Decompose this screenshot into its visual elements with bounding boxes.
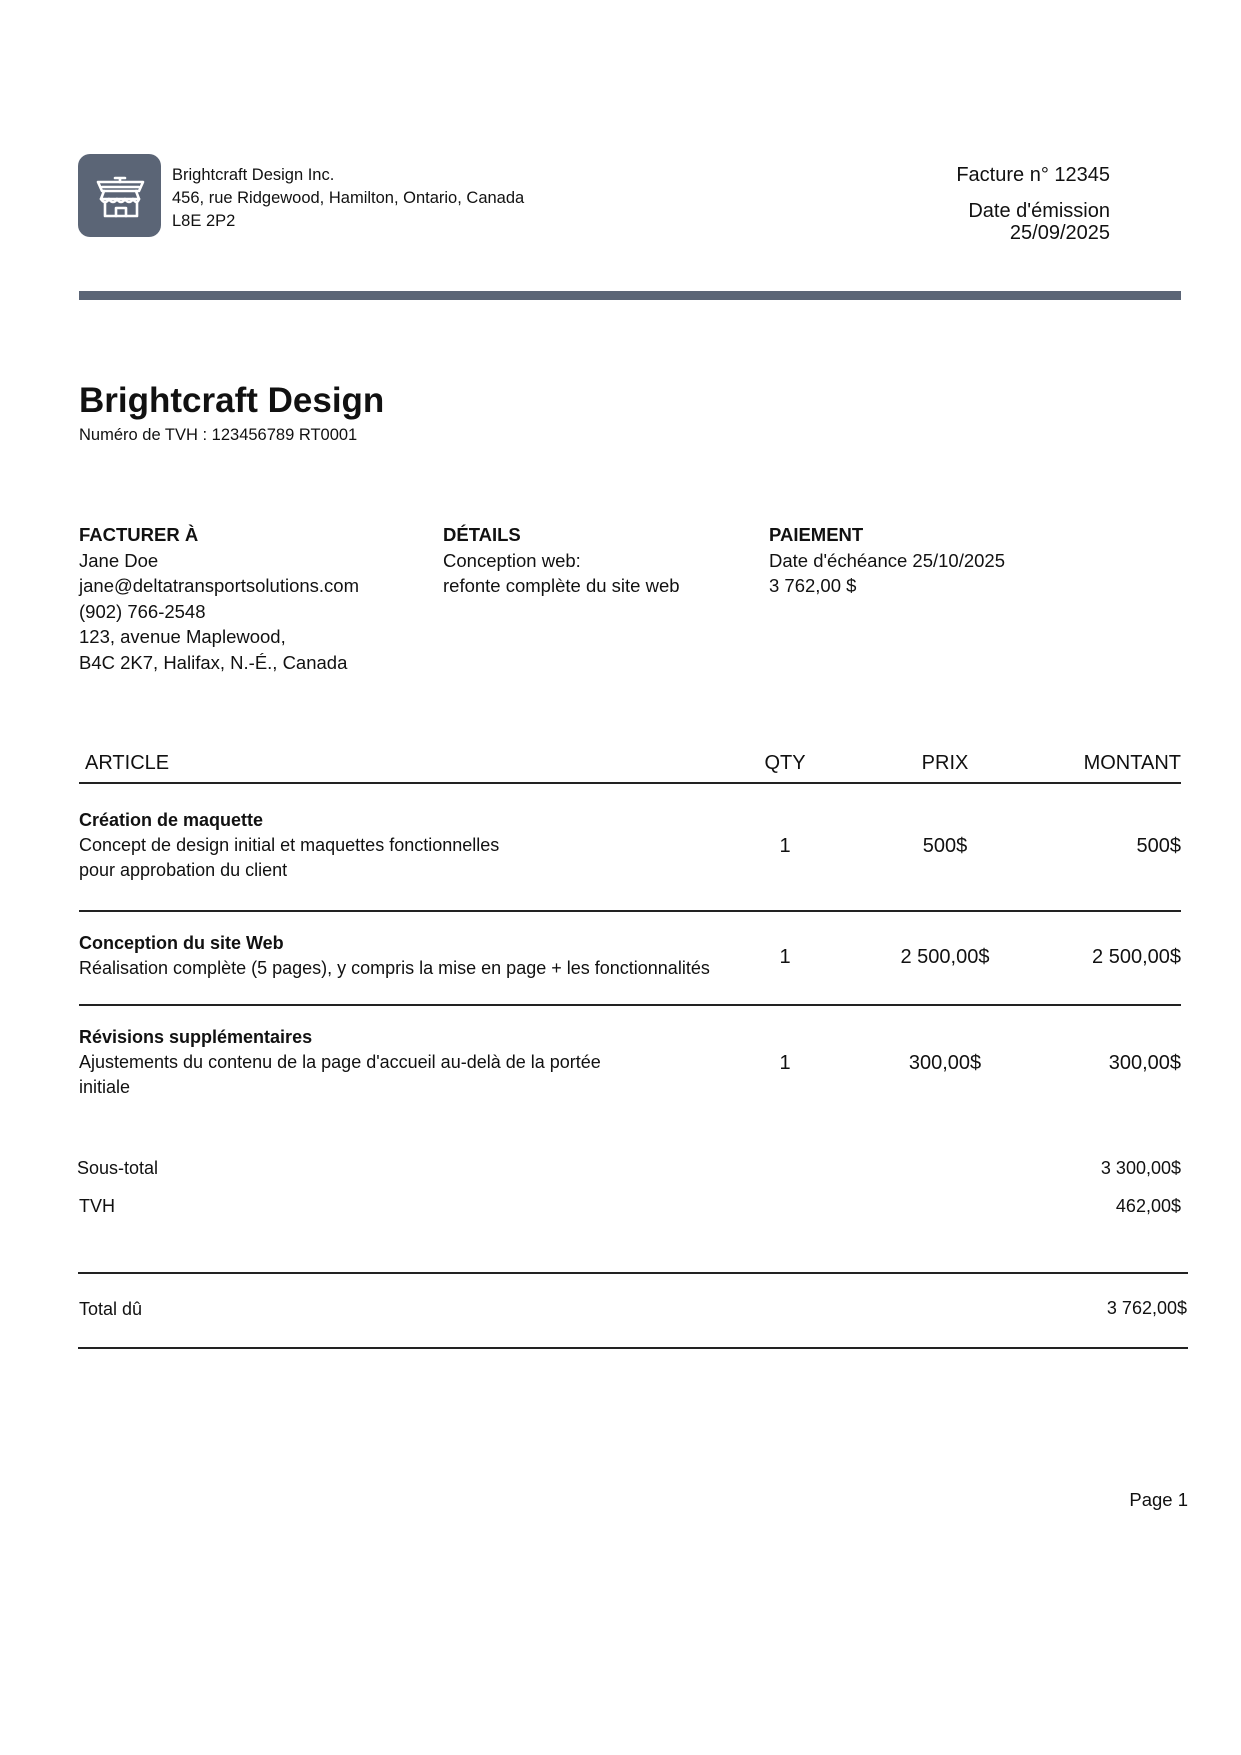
line-item-description bbox=[79, 833, 739, 883]
line-item-price: 500$ bbox=[922, 835, 968, 857]
bill-to-heading: FACTURER À bbox=[79, 524, 199, 545]
line-item-description bbox=[79, 1050, 739, 1100]
total-due-value: 3 762,00$ bbox=[1106, 1298, 1187, 1318]
details-section bbox=[443, 522, 680, 599]
line-item-title: Révisions supplémentaires bbox=[79, 1027, 313, 1047]
details-line: Conception web: bbox=[443, 549, 581, 571]
header-divider bbox=[79, 291, 1181, 300]
line-item-description-line: Réalisation complète (5 pages), y compris la mise en page + les fonctionnalités bbox=[79, 958, 710, 978]
column-header-qty: QTY bbox=[764, 752, 806, 774]
line-item-title: Création de maquette bbox=[79, 810, 264, 830]
invoice-meta bbox=[956, 164, 1110, 244]
row-divider bbox=[79, 1004, 1181, 1006]
table-header-divider bbox=[79, 782, 1181, 784]
column-header-amount: MONTANT bbox=[1083, 752, 1181, 774]
company-address-line2: L8E 2P2 bbox=[172, 212, 236, 230]
bill-to-section bbox=[79, 522, 359, 675]
total-due-label: Total dû bbox=[79, 1299, 143, 1319]
line-item-description bbox=[79, 956, 739, 981]
total-top-divider bbox=[78, 1272, 1188, 1274]
issue-date-label: Date d'émission bbox=[968, 200, 1110, 222]
subtotal-label: Sous-total bbox=[77, 1158, 159, 1178]
tax-value: 462,00$ bbox=[1115, 1196, 1181, 1216]
details-heading: DÉTAILS bbox=[443, 524, 521, 545]
company-legal-name: Brightcraft Design Inc. bbox=[172, 166, 335, 184]
row-divider bbox=[79, 910, 1181, 912]
payment-heading: PAIEMENT bbox=[769, 524, 864, 545]
bill-to-phone: (902) 766-2548 bbox=[79, 600, 206, 622]
line-item-description-line: Ajustements du contenu de la page d'accueil au-delà de la portée bbox=[79, 1052, 601, 1072]
company-address-line1: 456, rue Ridgewood, Hamilton, Ontario, Canada bbox=[172, 189, 525, 207]
line-item-price: 2 500,00$ bbox=[900, 946, 990, 968]
line-item-amount: 2 500,00$ bbox=[1092, 946, 1181, 968]
line-item-description-line: initiale bbox=[79, 1077, 131, 1097]
line-item-price: 300,00$ bbox=[908, 1052, 982, 1074]
subtotal-value: 3 300,00$ bbox=[1100, 1158, 1181, 1178]
bill-to-email: jane@deltatransportsolutions.com bbox=[79, 575, 359, 596]
tax-number: Numéro de TVH : 123456789 RT0001 bbox=[79, 426, 358, 444]
bill-to-city: B4C 2K7, Halifax, N.-É., Canada bbox=[79, 651, 348, 673]
company-logo bbox=[78, 154, 161, 237]
payment-amount: 3 762,00 $ bbox=[769, 575, 857, 596]
issue-date: 25/09/2025 bbox=[1009, 222, 1110, 244]
bill-to-name: Jane Doe bbox=[79, 549, 159, 571]
line-item-amount: 500$ bbox=[1136, 835, 1181, 857]
storefront-icon bbox=[89, 165, 151, 227]
line-item-qty: 1 bbox=[779, 1052, 791, 1074]
column-header-price: PRIX bbox=[921, 752, 969, 774]
line-item-description-line: Concept de design initial et maquettes fonctionnelles bbox=[79, 835, 500, 855]
bill-to-street: 123, avenue Maplewood, bbox=[79, 626, 286, 647]
page-number: Page 1 bbox=[1129, 1489, 1188, 1510]
line-item-qty: 1 bbox=[779, 835, 791, 857]
line-item-qty: 1 bbox=[779, 946, 791, 968]
payment-section bbox=[769, 522, 1005, 599]
company-title: Brightcraft Design bbox=[79, 381, 385, 420]
invoice-number: Facture n° 12345 bbox=[956, 164, 1110, 186]
line-item-description-line: pour approbation du client bbox=[79, 860, 288, 880]
total-bottom-divider bbox=[78, 1347, 1188, 1349]
company-address-block bbox=[172, 164, 524, 233]
details-line: refonte complète du site web bbox=[443, 575, 680, 596]
line-item-title: Conception du site Web bbox=[79, 933, 284, 953]
column-header-article: ARTICLE bbox=[85, 752, 170, 774]
payment-due-date: Date d'échéance 25/10/2025 bbox=[769, 549, 1006, 571]
tax-label: TVH bbox=[79, 1196, 115, 1216]
line-item-amount: 300,00$ bbox=[1108, 1052, 1181, 1074]
